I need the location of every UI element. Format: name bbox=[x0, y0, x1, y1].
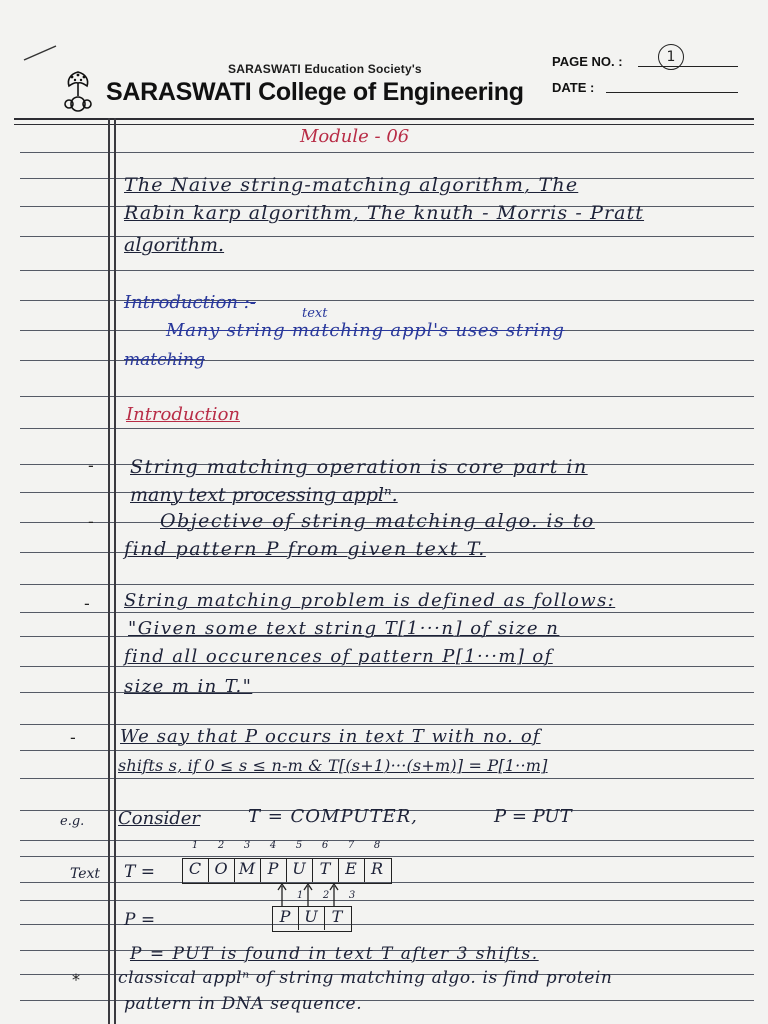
text-char-cell: U bbox=[292, 859, 306, 878]
struck-insert: text bbox=[302, 306, 328, 321]
ruled-line bbox=[20, 778, 754, 779]
p3-line-4: size m in T." bbox=[124, 676, 253, 697]
bullet-dash-3: - bbox=[84, 594, 90, 613]
date-label: DATE : bbox=[552, 80, 595, 95]
classical-line-2: pattern in DNA sequence. bbox=[124, 994, 363, 1014]
text-char-index: 5 bbox=[295, 840, 303, 851]
text-char-index: 8 bbox=[373, 840, 381, 851]
ruled-line bbox=[20, 612, 754, 613]
ruled-line bbox=[20, 428, 754, 429]
ruled-line bbox=[20, 152, 754, 153]
text-char-divider bbox=[286, 858, 287, 882]
topics-line-1: The Naive string-matching algorithm, The bbox=[124, 174, 579, 196]
t-assignment: T = COMPUTER, bbox=[248, 806, 418, 827]
ruled-line bbox=[20, 724, 754, 725]
text-char-cell: R bbox=[370, 859, 384, 878]
pattern-char-cell: U bbox=[304, 907, 318, 926]
text-char-cell: M bbox=[238, 859, 256, 878]
topics-line-2: Rabin karp algorithm, The knuth - Morris - Pratt bbox=[124, 202, 645, 224]
text-char-index: 6 bbox=[321, 840, 329, 851]
society-name: SARASWATI Education Society's bbox=[228, 62, 422, 76]
text-char-cell: P bbox=[267, 859, 279, 878]
pen-scratch bbox=[22, 40, 62, 64]
text-char-divider bbox=[260, 858, 261, 882]
college-logo bbox=[58, 66, 98, 116]
p2-line-2: find pattern P from given text T. bbox=[124, 538, 486, 560]
module-title: Module - 06 bbox=[300, 126, 410, 147]
text-char-index: 3 bbox=[243, 840, 251, 851]
date-line bbox=[606, 92, 738, 93]
ruled-line bbox=[20, 584, 754, 585]
topics-line-3: algorithm. bbox=[124, 234, 225, 256]
shift-arrows bbox=[270, 880, 370, 910]
ruled-line bbox=[20, 396, 754, 397]
ruled-line bbox=[20, 900, 754, 901]
text-char-divider bbox=[312, 858, 313, 882]
p3-line-1: String matching problem is defined as follows: bbox=[124, 590, 616, 611]
ruled-line bbox=[20, 750, 754, 751]
text-char-index: 4 bbox=[269, 840, 277, 851]
header-rule-top bbox=[14, 118, 754, 120]
pattern-index: 1 bbox=[296, 890, 304, 901]
college-name: SARASWATI College of Engineering bbox=[106, 78, 524, 106]
page-number-value: 1 bbox=[658, 44, 684, 70]
p-assignment: P = PUT bbox=[494, 806, 572, 827]
margin-line-left bbox=[108, 118, 110, 1024]
pattern-index: 2 bbox=[322, 890, 330, 901]
eg-label: e.g. bbox=[60, 814, 85, 829]
pattern-char-cell: T bbox=[331, 907, 343, 926]
text-char-index: 2 bbox=[217, 840, 225, 851]
pattern-char-cell: P bbox=[279, 907, 291, 926]
text-char-divider bbox=[234, 858, 235, 882]
intro-heading: Introduction bbox=[126, 404, 240, 425]
bullet-dash-2: - bbox=[88, 512, 94, 531]
text-label: Text bbox=[70, 866, 101, 882]
page-number-label: PAGE NO. : bbox=[552, 54, 623, 69]
consider-word: Consider bbox=[118, 808, 200, 829]
p3-line-2: "Given some text string T[1···n] of size n bbox=[128, 618, 560, 639]
text-char-index: 7 bbox=[347, 840, 355, 851]
margin-line-right bbox=[114, 118, 116, 1024]
text-char-divider bbox=[208, 858, 209, 882]
text-char-cell: E bbox=[345, 859, 357, 878]
t-eq: T = bbox=[124, 862, 155, 882]
pattern-index: 3 bbox=[348, 890, 356, 901]
p4-line-1: We say that P occurs in text T with no. of bbox=[120, 726, 541, 747]
p3-line-3: find all occurences of pattern P[1···m] of bbox=[124, 646, 553, 667]
ruled-line bbox=[20, 270, 754, 271]
bullet-dash-1: - bbox=[88, 456, 94, 475]
bullet-dash-4: - bbox=[70, 728, 76, 747]
star-mark: * bbox=[72, 970, 80, 989]
text-char-cell: T bbox=[319, 859, 331, 878]
classical-line-1: classical applⁿ of string matching algo. is find protein bbox=[118, 968, 613, 988]
p4-line-2: shifts s, if 0 ≤ s ≤ n-m & T[(s+1)···(s+m)] = P[1··m] bbox=[118, 756, 548, 775]
struck-heading: Introduction :- bbox=[124, 292, 256, 313]
text-char-index: 1 bbox=[191, 840, 199, 851]
p1-line-1: String matching operation is core part in bbox=[130, 456, 588, 478]
result-line: P = PUT is found in text T after 3 shifts. bbox=[130, 944, 539, 964]
text-char-cell: O bbox=[214, 859, 228, 878]
text-char-divider bbox=[364, 858, 365, 882]
struck-line-1: Many string matching appl's uses string bbox=[166, 320, 565, 341]
p2-line-1: Objective of string matching algo. is to bbox=[160, 510, 595, 532]
p-eq: P = bbox=[124, 910, 156, 930]
ruled-line bbox=[20, 856, 754, 857]
text-char-cell: C bbox=[188, 859, 202, 878]
page-number-line bbox=[638, 66, 738, 67]
text-char-divider bbox=[338, 858, 339, 882]
struck-line-2: matching bbox=[124, 350, 205, 370]
p1-line-2: many text processing applⁿ. bbox=[130, 484, 398, 506]
header-rule-bottom bbox=[14, 124, 754, 125]
